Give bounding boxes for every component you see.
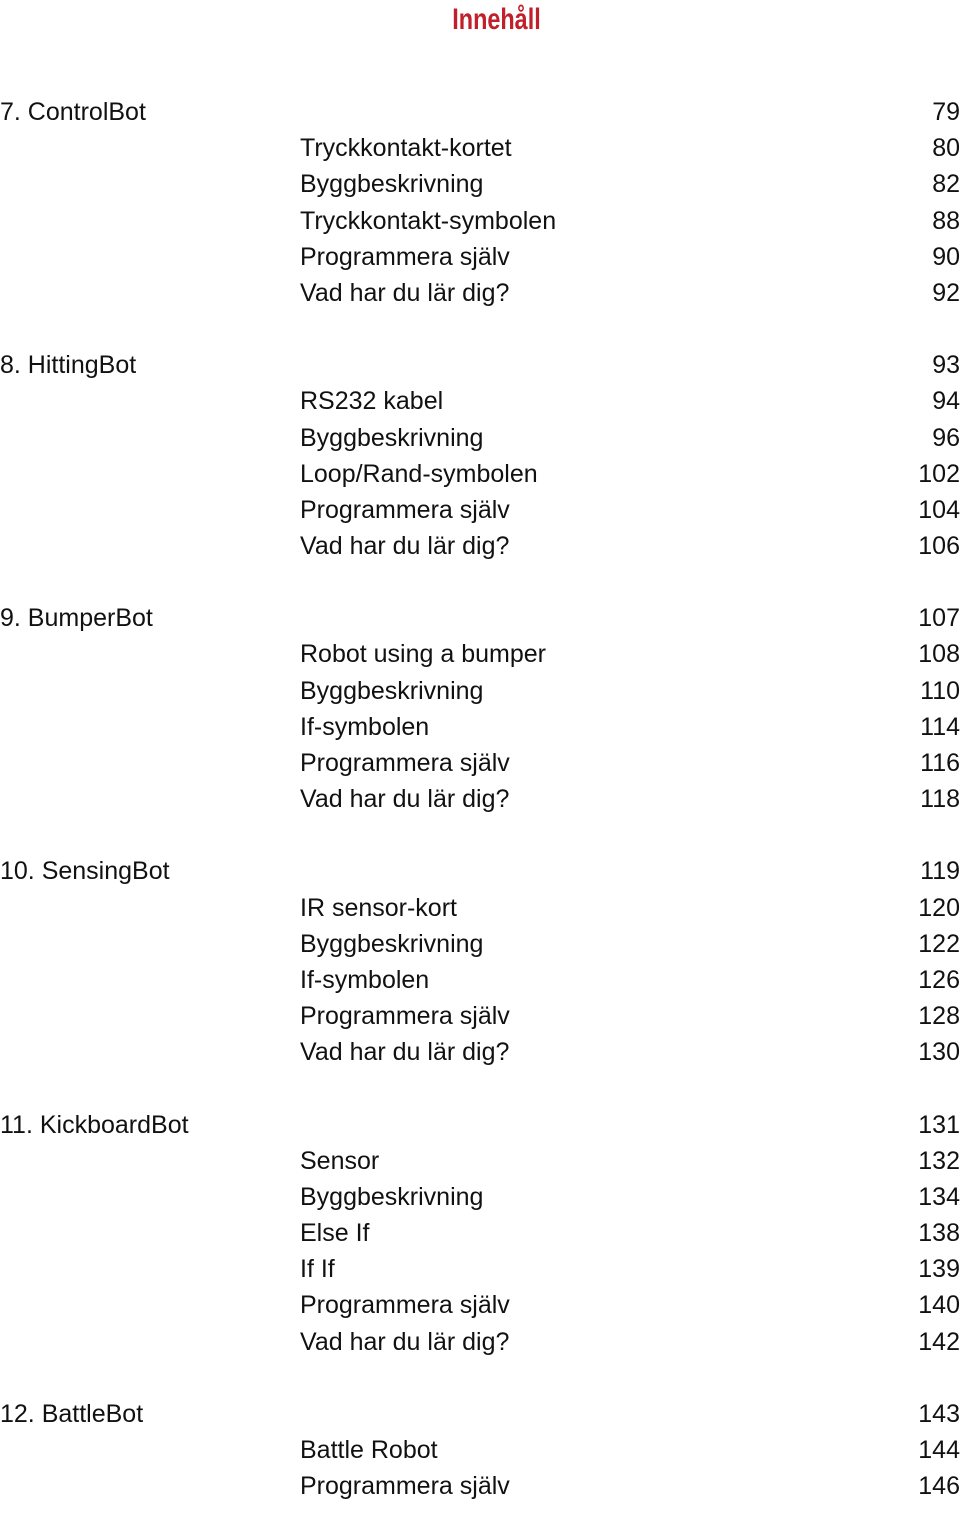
table-of-contents [0,94,960,1540]
toc-subentry[interactable] [0,890,960,926]
chapter-title: 9. BumperBot [0,604,153,633]
page-number: 108 [918,640,960,669]
toc-subentry[interactable] [0,998,960,1034]
subentry-label: Battle Robot [300,1436,438,1464]
chapter-7 [0,94,960,311]
subentry-label: Vad har du lär dig? [300,1038,510,1067]
page-number: 122 [918,929,960,958]
page-number: 90 [932,242,960,271]
toc-subentry[interactable] [0,203,960,239]
subentry-label: Byggbeskrivning [300,170,484,199]
page-number: 93 [932,351,960,380]
chapter-title: 8. HittingBot [0,351,137,380]
chapter-12 [0,1396,960,1505]
page-number: 138 [918,1219,960,1248]
page-number: 110 [920,676,960,705]
toc-subentry[interactable] [0,166,960,202]
chapter-11 [0,1107,960,1360]
toc-subentry[interactable] [0,492,960,528]
subentry-label: Robot using a bumper [300,640,546,669]
toc-subentry[interactable] [0,962,960,998]
toc-subentry[interactable] [0,1432,960,1468]
page-number: 128 [918,1002,960,1031]
subentry-label: Vad har du lär dig? [300,532,510,561]
page-number: 140 [918,1291,960,1320]
chapter-title: 12. BattleBot [0,1399,144,1428]
toc-entry[interactable] [0,600,960,636]
page-number: 88 [932,206,960,235]
page-number: 146 [918,1472,960,1501]
subentry-label: Programmera själv [300,1472,510,1501]
subentry-label: Sensor [300,1146,380,1175]
toc-subentry[interactable] [0,1251,960,1287]
page-number: 134 [918,1182,960,1211]
subentry-label: Programmera själv [300,749,510,777]
page-number: 120 [918,893,960,922]
toc-subentry[interactable] [0,1143,960,1179]
subentry-label: Vad har du lär dig? [300,1327,510,1356]
subentry-label: Tryckkontakt-kortet [300,134,512,163]
subentry-label: IR sensor-kort [300,893,457,922]
subentry-label: Byggbeskrivning [300,929,484,958]
toc-subentry[interactable] [0,1287,960,1323]
subentry-label: If-symbolen [300,712,430,741]
subentry-label: Programmera själv [300,1002,510,1031]
page-number: 80 [932,134,960,163]
toc-entry[interactable] [0,1396,960,1432]
toc-entry[interactable] [0,1107,960,1143]
toc-subentry[interactable] [0,456,960,492]
page-number: 142 [918,1327,960,1356]
subentry-label: Programmera själv [300,1291,510,1320]
subentry-label: Programmera själv [300,242,510,271]
toc-entry[interactable] [0,94,960,130]
toc-subentry[interactable] [0,420,960,456]
subentry-label: Byggbeskrivning [300,676,484,705]
page-number: 126 [918,965,960,994]
page-number: 118 [920,785,960,814]
page-number: 131 [918,1110,960,1139]
chapter-8 [0,347,960,564]
subentry-label: Tryckkontakt-symbolen [300,206,557,235]
toc-subentry[interactable] [0,1179,960,1215]
toc-subentry[interactable] [0,528,960,564]
page-number: 82 [932,170,960,199]
page-number: 119 [920,857,960,886]
page-number: 116 [920,749,960,777]
toc-subentry[interactable] [0,275,960,311]
chapter-title: 10. SensingBot [0,857,170,886]
subentry-label: Vad har du lär dig? [300,785,510,814]
chapter-title: 11. KickboardBot [0,1110,189,1139]
toc-subentry[interactable] [0,1034,960,1070]
chapter-10 [0,853,960,1070]
subentry-label: If-symbolen [300,965,430,994]
toc-subentry[interactable] [0,673,960,709]
page-number: 143 [918,1399,960,1428]
toc-subentry[interactable] [0,781,960,817]
subentry-label: Vad har du lär dig? [300,278,510,307]
page-number: 102 [918,459,960,488]
page-number: 107 [918,604,960,633]
subentry-label: Programmera själv [300,495,510,524]
subentry-label: RS232 kabel [300,387,444,416]
toc-subentry[interactable] [0,636,960,672]
page-number: 130 [918,1038,960,1067]
toc-subentry[interactable] [0,239,960,275]
page-number: 106 [918,532,960,561]
toc-subentry[interactable] [0,1324,960,1360]
chapter-title: 7. ControlBot [0,98,146,126]
subentry-label: Loop/Rand-symbolen [300,459,538,488]
page-number: 92 [932,278,960,307]
subentry-label: Byggbeskrivning [300,423,484,452]
page-title: Innehåll [452,3,541,36]
subentry-label: Byggbeskrivning [300,1182,484,1211]
toc-entry[interactable] [0,853,960,889]
page-number: 104 [918,495,960,524]
page-number: 94 [932,387,960,416]
toc-subentry[interactable] [0,926,960,962]
page-number: 144 [918,1436,960,1464]
chapter-9 [0,600,960,817]
toc-subentry[interactable] [0,745,960,781]
toc-subentry[interactable] [0,709,960,745]
toc-subentry[interactable] [0,1215,960,1251]
page-number: 96 [932,423,960,452]
page-number: 114 [920,712,960,741]
subentry-label: Else If [300,1219,370,1248]
toc-subentry[interactable] [0,130,960,166]
page-number: 139 [918,1255,960,1284]
toc-entry[interactable] [0,347,960,383]
page-number: 132 [918,1146,960,1175]
subentry-label: If If [300,1255,335,1284]
toc-subentry[interactable] [0,1468,960,1504]
page-number: 79 [932,98,960,126]
toc-subentry[interactable] [0,383,960,419]
